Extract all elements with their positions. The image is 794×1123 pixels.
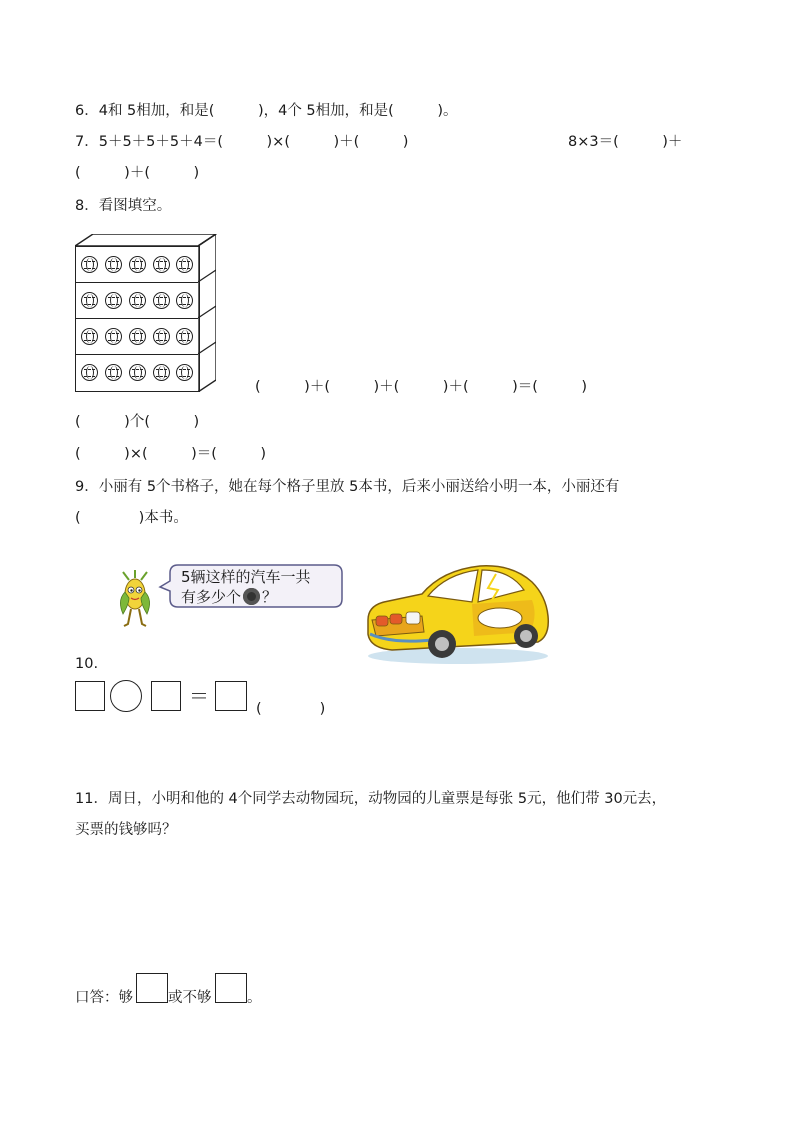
watermelon-icon	[105, 256, 122, 273]
watermelon-icon	[153, 256, 170, 273]
watermelon-icon	[153, 328, 170, 345]
question-7-right: 8×3＝( )＋	[568, 134, 683, 150]
answer-prefix: 口答：够	[75, 990, 133, 1006]
watermelon-icon	[105, 364, 122, 381]
bubble-text-line-1: 5辆这样的汽车一共	[181, 568, 311, 586]
question-11-line-1: 11．周日，小明和他的 4个同学去动物园玩，动物园的儿童票是每张 5元，他们带 30元去，	[75, 791, 667, 807]
watermelon-icon	[81, 292, 98, 309]
watermelon-icon	[129, 364, 146, 381]
shelf-side-panel	[198, 234, 216, 392]
question-9-line-2: ( )本书。	[75, 510, 188, 526]
question-7-continuation: ( )＋( )	[75, 165, 200, 181]
tire-icon	[243, 588, 260, 605]
answer-middle: 或不够	[168, 990, 212, 1006]
watermelon-icon	[176, 364, 193, 381]
watermelon-icon	[176, 256, 193, 273]
watermelon-icon	[81, 328, 98, 345]
corn-mascot-icon	[115, 570, 157, 630]
shelf-divider	[76, 318, 198, 319]
watermelon-icon	[153, 364, 170, 381]
shelf-divider	[76, 354, 198, 355]
question-8-sum-line: ( )＋( )＋( )＋( )＝( )	[255, 379, 588, 395]
question-11-line-2: 买票的钱够吗？	[75, 822, 177, 838]
question-8-line-3: ( )×( )＝( )	[75, 446, 267, 462]
watermelon-icon	[105, 328, 122, 345]
question-9-line-1: 9．小丽有 5个书格子，她在每个格子里放 5本书，后来小丽送给小明一本，小丽还有	[75, 479, 620, 495]
watermelon-icon	[176, 328, 193, 345]
watermelon-icon	[81, 256, 98, 273]
question-6: 6．4和 5相加，和是( )，4个 5相加，和是( )。	[75, 103, 458, 119]
shelf-front	[75, 246, 200, 392]
question-8-title: 8．看图填空。	[75, 198, 172, 214]
equation-result-box[interactable]	[215, 681, 247, 711]
bubble-text-prefix: 有多少个	[181, 588, 242, 606]
bubble-text-suffix: ？	[262, 588, 278, 606]
watermelon-icon	[176, 292, 193, 309]
watermelon-icon	[81, 364, 98, 381]
operator-circle[interactable]	[110, 680, 142, 712]
watermelon-icon	[153, 292, 170, 309]
answer-enough-box[interactable]	[136, 973, 168, 1003]
watermelon-icon	[129, 328, 146, 345]
yellow-car-image	[362, 560, 554, 666]
equation-box-1[interactable]	[75, 681, 105, 711]
watermelon-icon	[105, 292, 122, 309]
bubble-text-line-2	[181, 587, 277, 607]
question-8-line-2: ( )个( )	[75, 414, 200, 430]
answer-not-enough-box[interactable]	[215, 973, 247, 1003]
question-10-number: 10.	[75, 656, 99, 672]
shelf-divider	[76, 282, 198, 283]
unit-blank: ( )	[256, 701, 326, 717]
watermelon-icon	[129, 256, 146, 273]
equals-sign: ＝	[189, 684, 209, 708]
watermelon-icon	[129, 292, 146, 309]
equation-box-2[interactable]	[151, 681, 181, 711]
question-7-left: 7．5＋5＋5＋5＋4＝( )×( )＋( )	[75, 134, 409, 150]
answer-end: 。	[247, 990, 262, 1006]
